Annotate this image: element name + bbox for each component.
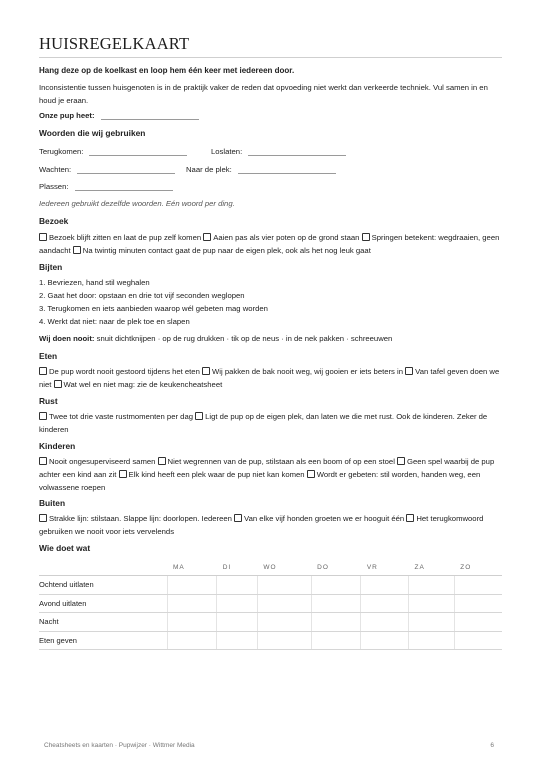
bijten-never (39, 332, 502, 345)
checkbox[interactable] (202, 367, 210, 375)
list-item: Nooit ongesuperviseerd samen (49, 457, 156, 466)
list-item: 2. Gaat het door: opstaan en drie tot vijf seconden weglopen (39, 291, 245, 300)
rust-heading: Rust (39, 396, 58, 406)
word-wachten-line (77, 173, 175, 174)
schedule-cell (167, 594, 217, 613)
pup-name-line (101, 119, 199, 120)
title-divider (39, 57, 502, 58)
checkbox[interactable] (73, 246, 81, 254)
checkbox[interactable] (39, 233, 47, 241)
words-note: Iedereen gebruikt dezelfde woorden. Eén woord per ding. (39, 199, 235, 208)
checkbox[interactable] (203, 233, 211, 241)
list-item: Ligt de pup op de eigen plek, dan laten we die met rust. Ook de kinderen. Zeker de kinderen (39, 412, 488, 434)
schedule-cell (311, 613, 361, 632)
pup-name-label: Onze pup heet: (39, 111, 95, 120)
checkbox[interactable] (307, 470, 315, 478)
never-label: Wij doen nooit: (39, 334, 95, 343)
checkbox[interactable] (39, 514, 47, 522)
page-title: HUISREGELKAART (39, 34, 190, 53)
kinderen-list (39, 455, 502, 494)
schedule-cell (454, 594, 502, 613)
word-terugkomen-field (39, 147, 187, 156)
row-label: Ochtend uitlaten (39, 576, 167, 595)
list-item: Bezoek blijft zitten en laat de pup zelf komen (49, 233, 202, 242)
list-item: Aaien pas als vier poten op de grond staan (213, 233, 360, 242)
checkbox[interactable] (39, 457, 47, 465)
lead-text: Hang deze op de koelkast en loop hem één keer met iedereen door. (39, 66, 295, 75)
word-plassen-label: Plassen: (39, 182, 69, 191)
bijten-heading: Bijten (39, 262, 63, 272)
word-wachten-label: Wachten: (39, 165, 72, 174)
day-header: ZA (409, 560, 455, 576)
list-item: 3. Terugkomen en iets aanbieden waarop wél gebeten mag worden (39, 304, 268, 313)
checkbox[interactable] (406, 514, 414, 522)
bezoek-heading: Bezoek (39, 216, 69, 226)
word-naar-plek-line (238, 173, 336, 174)
schedule-cell (217, 613, 258, 632)
checkbox[interactable] (195, 412, 203, 420)
list-item: Strakke lijn: stilstaan. Slappe lijn: doorlopen. Iedereen (49, 514, 232, 523)
schedule-corner-cell (39, 560, 167, 576)
eten-heading: Eten (39, 351, 58, 361)
list-item: De pup wordt nooit gestoord tijdens het eten (49, 367, 200, 376)
day-header: VR (361, 560, 409, 576)
schedule-cell (311, 631, 361, 650)
schedule-cell (257, 594, 311, 613)
schedule-cell (454, 613, 502, 632)
word-loslaten-line (248, 155, 346, 156)
never-text: snuit dichtknijpen · op de rug drukken · tik op de neus · in de nek pakken · schreeuwen (96, 334, 393, 343)
schedule-cell (167, 613, 217, 632)
checkbox[interactable] (362, 233, 370, 241)
bezoek-list (39, 231, 502, 257)
schedule-cell (311, 576, 361, 595)
intro-text: Inconsistentie tussen huisgenoten is in de praktijk vaker de reden dat opvoeding niet werkt dan verkeerde techniek. Vul samen in en houd je eraan. (39, 83, 488, 105)
schedule-cell (409, 576, 455, 595)
day-header: WO (257, 560, 311, 576)
day-header: MA (167, 560, 217, 576)
list-item: 4. Werkt dat niet: naar de plek toe en slapen (39, 317, 190, 326)
list-item: Twee tot drie vaste rustmomenten per dag (49, 412, 194, 421)
schedule-header-row (39, 560, 502, 576)
word-terugkomen-label: Terugkomen: (39, 147, 84, 156)
schedule-cell (311, 594, 361, 613)
table-row (39, 631, 502, 650)
schedule-cell (257, 576, 311, 595)
schedule-cell (409, 594, 455, 613)
word-naar-plek-field (186, 165, 336, 174)
word-wachten-field (39, 165, 175, 174)
word-loslaten-label: Loslaten: (211, 147, 243, 156)
list-item: Het terugkomwoord gebruiken we nooit voor iets vervelends (39, 514, 484, 536)
list-item: Geen spel waarbij de pup achter een kind aan zit (39, 457, 495, 479)
list-item: Springen betekent: wegdraaien, geen aandacht (39, 233, 500, 255)
schedule-cell (454, 631, 502, 650)
schedule-cell (257, 613, 311, 632)
word-loslaten-field (211, 147, 346, 156)
table-row (39, 594, 502, 613)
checkbox[interactable] (397, 457, 405, 465)
checkbox[interactable] (39, 412, 47, 420)
list-item: Na twintig minuten contact gaat de pup naar de eigen plek, ook als het nog leuk gaat (82, 246, 371, 255)
eten-list (39, 365, 502, 391)
schedule-cell (217, 631, 258, 650)
kinderen-heading: Kinderen (39, 441, 76, 451)
list-item: Niet wegrennen van de pup, stilstaan als een boom of op een stoel (167, 457, 395, 466)
schedule-cell (361, 576, 409, 595)
page-number: 6 (490, 742, 494, 749)
schedule-cell (217, 594, 258, 613)
bijten-steps (39, 276, 268, 328)
list-item: Wij pakken de bak nooit weg, wij gooien er iets beters in (212, 367, 404, 376)
table-row (39, 576, 502, 595)
schedule-cell (361, 594, 409, 613)
schedule-cell (361, 631, 409, 650)
word-plassen-field (39, 182, 173, 191)
list-item: Van elke vijf honden groeten we er hooguit één (244, 514, 405, 523)
day-header: DI (217, 560, 258, 576)
word-terugkomen-line (89, 155, 187, 156)
word-plassen-line (75, 190, 173, 191)
list-item: Elk kind heeft een plek waar de pup niet kan komen (128, 470, 305, 479)
list-item: Wordt er gebeten: stil worden, handen weg, een volwassene roepen (39, 470, 481, 492)
list-item: Wat wel en niet mag: zie de keukencheatsheet (63, 380, 223, 389)
schedule-cell (257, 631, 311, 650)
day-header: ZO (454, 560, 502, 576)
checkbox[interactable] (54, 380, 62, 388)
checkbox[interactable] (234, 514, 242, 522)
row-label: Avond uitlaten (39, 594, 167, 613)
checkbox[interactable] (119, 470, 127, 478)
row-label: Nacht (39, 613, 167, 632)
list-item: 1. Bevriezen, hand stil weghalen (39, 278, 150, 287)
word-naar-plek-label: Naar de plek: (186, 165, 232, 174)
list-item: Van tafel geven doen we niet (39, 367, 500, 389)
checkbox[interactable] (405, 367, 413, 375)
buiten-heading: Buiten (39, 498, 66, 508)
schedule-table (39, 560, 502, 650)
schedule-cell (217, 576, 258, 595)
schedule-cell (167, 576, 217, 595)
schedule-cell (454, 576, 502, 595)
checkbox[interactable] (39, 367, 47, 375)
schedule-cell (361, 613, 409, 632)
checkbox[interactable] (158, 457, 166, 465)
buiten-list (39, 512, 502, 538)
row-label: Eten geven (39, 631, 167, 650)
words-heading: Woorden die wij gebruiken (39, 128, 146, 138)
pup-name-field (39, 111, 199, 120)
schedule-cell (409, 613, 455, 632)
schedule-cell (409, 631, 455, 650)
rust-list (39, 410, 502, 436)
footer-text: Cheatsheets en kaarten · Pupwijzer · Wittmer Media (44, 742, 195, 749)
table-row (39, 613, 502, 632)
schedule-heading: Wie doet wat (39, 543, 91, 553)
schedule-cell (167, 631, 217, 650)
day-header: DO (311, 560, 361, 576)
